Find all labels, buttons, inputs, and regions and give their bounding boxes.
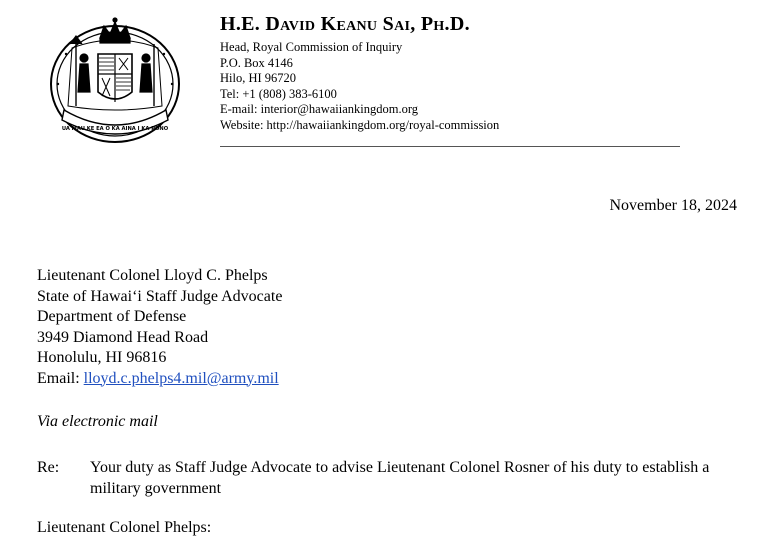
letterhead [220, 12, 690, 133]
sender-email: E-mail: interior@hawaiiankingdom.org [220, 102, 419, 116]
recipient-department: Department of Defense [37, 308, 187, 325]
recipient-address [37, 266, 282, 389]
subject-label: Re: [37, 459, 60, 476]
salutation: Lieutenant Colonel Phelps: [37, 519, 212, 536]
seal-motto: UA MAU KE EA O KA AINA I KA PONO [61, 126, 169, 132]
recipient-position: State of Hawaiʻi Staff Judge Advocate [37, 287, 283, 305]
recipient-email-line [37, 369, 282, 390]
subject-text: Your duty as Staff Judge Advocate to advise Lieutenant Colonel Rosner of his duty to establish a military government [90, 459, 710, 497]
sender-city: Hilo, HI 96720 [220, 71, 297, 85]
recipient-email-link[interactable]: lloyd.c.phelps4.mil@army.mil [83, 369, 279, 387]
sender-name: H.E. David Keanu Sai, Ph.D. [220, 13, 470, 35]
sender-website: Website: http://hawaiiankingdom.org/royal-commission [220, 117, 500, 132]
sender-po-box: P.O. Box 4146 [220, 55, 293, 70]
sender-title: Head, Royal Commission of Inquiry [220, 40, 403, 54]
letterhead-divider [220, 146, 680, 147]
recipient-city: Honolulu, HI 96816 [37, 349, 167, 366]
letter-date: November 18, 2024 [609, 197, 737, 214]
recipient-street: 3949 Diamond Head Road [37, 328, 209, 346]
sender-tel: Tel: +1 (808) 383-6100 [220, 86, 337, 101]
recipient-email-label: Email: [37, 369, 84, 387]
delivery-method: Via electronic mail [37, 413, 158, 430]
royal-seal-icon [44, 14, 186, 146]
recipient-name: Lieutenant Colonel Lloyd C. Phelps [37, 267, 268, 284]
